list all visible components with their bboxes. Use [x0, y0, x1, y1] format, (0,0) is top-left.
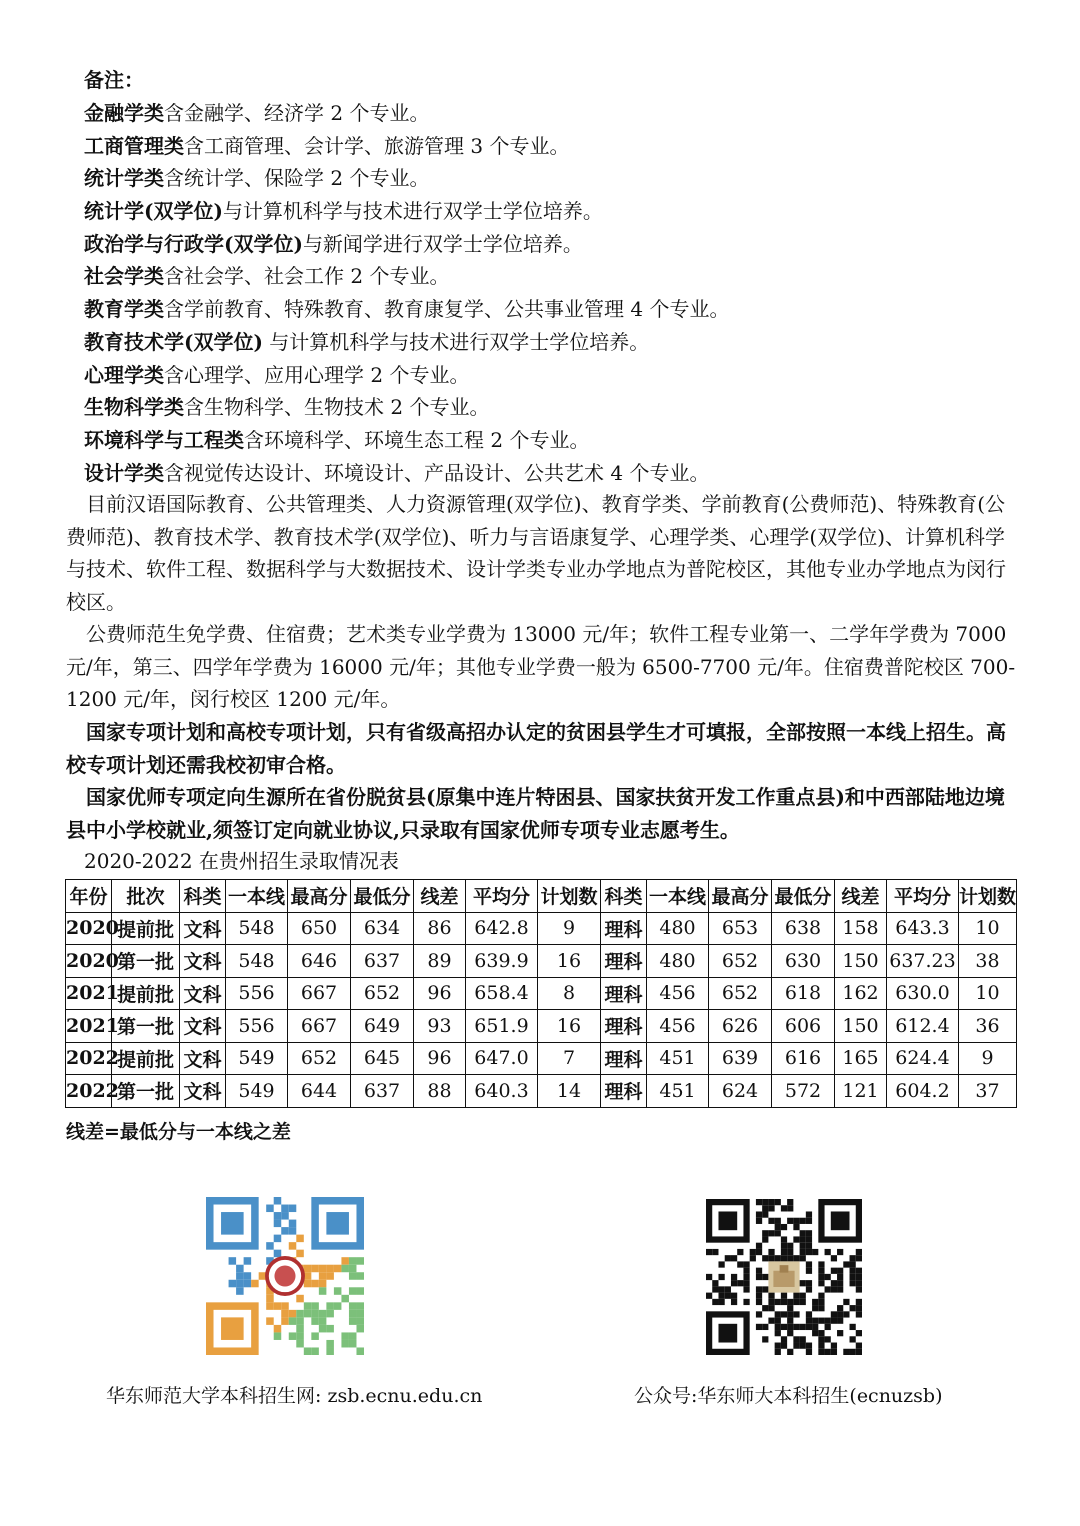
table-cell: 提前批	[112, 912, 180, 945]
table-cell: 121	[835, 1075, 887, 1108]
note-description: 含视觉传达设计、环境设计、产品设计、公共艺术 4 个专业。	[164, 460, 710, 485]
qr-code-colored-icon	[206, 1197, 364, 1355]
table-cell: 667	[288, 977, 351, 1010]
table-cell: 643.3	[887, 912, 959, 945]
table-header-cell: 科类	[180, 880, 226, 913]
table-row	[66, 1075, 1017, 1108]
table-cell: 604.2	[887, 1075, 959, 1108]
table-header-cell: 最高分	[288, 880, 351, 913]
note-description: 含金融学、经济学 2 个专业。	[164, 101, 430, 125]
table-cell: 572	[772, 1075, 835, 1108]
table-cell: 637.23	[887, 945, 959, 978]
note-description: 与计算机科学与技术进行双学士学位培养。	[222, 199, 603, 224]
table-cell: 644	[288, 1075, 351, 1108]
table-cell: 第一批	[112, 1010, 180, 1043]
table-row	[66, 945, 1017, 978]
table-cell: 86	[414, 912, 466, 945]
table-cell: 658.4	[466, 977, 538, 1010]
table-cell: 549	[226, 1075, 288, 1108]
wechat-caption: 公众号:华东师大本科招生(ecnuzsb)	[634, 1385, 943, 1407]
note-item	[84, 391, 1024, 424]
table-header-row	[66, 880, 1017, 913]
table-cell: 652	[351, 977, 414, 1010]
table-cell: 2022	[66, 1042, 112, 1075]
table-cell: 2021	[66, 977, 112, 1010]
note-term: 金融学类	[84, 101, 164, 125]
note-term: 心理学类	[84, 362, 164, 387]
table-cell: 637	[351, 1075, 414, 1108]
table-cell: 650	[288, 912, 351, 945]
note-term: 教育技术学(双学位)	[84, 329, 263, 354]
table-cell: 649	[351, 1010, 414, 1043]
table-row	[66, 912, 1017, 945]
table-cell: 639	[709, 1042, 772, 1075]
table-cell: 642.8	[466, 912, 538, 945]
table-cell: 652	[709, 945, 772, 978]
table-cell: 162	[835, 977, 887, 1010]
qr-code-black-icon	[706, 1199, 862, 1355]
note-term: 工商管理类	[84, 133, 184, 158]
table-cell: 548	[226, 945, 288, 978]
note-item	[84, 130, 1024, 163]
table-header-cell: 一本线	[226, 880, 288, 913]
table-cell: 38	[959, 945, 1017, 978]
table-cell: 2021	[66, 1010, 112, 1043]
table-cell: 646	[288, 945, 351, 978]
note-item	[84, 195, 1024, 228]
table-cell: 理科	[601, 977, 647, 1010]
table-cell: 640.3	[466, 1075, 538, 1108]
table-cell: 10	[959, 912, 1017, 945]
note-description: 含环境科学、环境生态工程 2 个专业。	[244, 427, 590, 452]
table-cell: 626	[709, 1010, 772, 1043]
table-header-cell: 线差	[835, 880, 887, 913]
table-cell: 89	[414, 945, 466, 978]
table-cell: 96	[414, 977, 466, 1010]
table-cell: 158	[835, 912, 887, 945]
note-item	[84, 359, 1024, 392]
table-cell: 616	[772, 1042, 835, 1075]
table-cell: 9	[538, 912, 601, 945]
table-header-cell: 最高分	[709, 880, 772, 913]
table-cell: 618	[772, 977, 835, 1010]
note-term: 社会学类	[84, 264, 164, 289]
table-cell: 16	[538, 1010, 601, 1043]
table-cell: 451	[647, 1042, 709, 1075]
note-description: 含工商管理、会计学、旅游管理 3 个专业。	[184, 133, 570, 158]
notes-title: 备注：	[84, 68, 144, 92]
table-cell: 理科	[601, 912, 647, 945]
table-cell: 第一批	[112, 1075, 180, 1108]
table-cell: 634	[351, 912, 414, 945]
table-cell: 文科	[180, 977, 226, 1010]
table-cell: 9	[959, 1042, 1017, 1075]
table-cell: 647.0	[466, 1042, 538, 1075]
table-cell: 16	[538, 945, 601, 978]
table-caption: 2020-2022 在贵州招生录取情况表	[84, 849, 399, 873]
note-item	[84, 326, 1024, 359]
note-term: 环境科学与工程类	[84, 427, 244, 452]
table-cell: 8	[538, 977, 601, 1010]
notes-section	[84, 64, 1024, 489]
table-cell: 理科	[601, 1010, 647, 1043]
note-item	[84, 97, 1024, 130]
note-term: 设计学类	[84, 460, 164, 485]
table-header-cell: 平均分	[887, 880, 959, 913]
note-term: 统计学(双学位)	[84, 199, 223, 224]
table-cell: 548	[226, 912, 288, 945]
table-cell: 652	[709, 977, 772, 1010]
table-cell: 456	[647, 977, 709, 1010]
note-term: 教育学类	[84, 297, 164, 322]
note-description: 与新闻学进行双学士学位培养。	[302, 231, 583, 256]
table-header-cell: 最低分	[772, 880, 835, 913]
table-header-cell: 最低分	[351, 880, 414, 913]
note-item	[84, 424, 1024, 457]
table-cell: 165	[835, 1042, 887, 1075]
table-cell: 36	[959, 1010, 1017, 1043]
table-row	[66, 1010, 1017, 1043]
table-cell: 理科	[601, 1042, 647, 1075]
fees-paragraph: 公费师范生免学费、住宿费；艺术类专业学费为 13000 元/年；软件工程专业第一、二学年学费为 7000 元/年，第三、四学年学费为 16000 元/年；其他专业学费一般为 6500-7700 元/年。住宿费普陀校区 700-1200 元/年，闵行校区 1200 元/年。	[66, 622, 1016, 711]
table-header-cell: 年份	[66, 880, 112, 913]
table-cell: 理科	[601, 1075, 647, 1108]
table-cell: 480	[647, 945, 709, 978]
table-cell: 2020	[66, 945, 112, 978]
table-cell: 549	[226, 1042, 288, 1075]
table-cell: 文科	[180, 1010, 226, 1043]
note-item	[84, 260, 1024, 293]
table-header-cell: 一本线	[647, 880, 709, 913]
note-item	[84, 228, 1024, 261]
admission-table	[65, 879, 1017, 1108]
table-header-cell: 批次	[112, 880, 180, 913]
table-cell: 556	[226, 1010, 288, 1043]
note-term: 政治学与行政学(双学位)	[84, 231, 303, 256]
table-cell: 96	[414, 1042, 466, 1075]
notes-list	[84, 97, 1024, 489]
table-cell: 37	[959, 1075, 1017, 1108]
table-header-cell: 科类	[601, 880, 647, 913]
table-cell: 630.0	[887, 977, 959, 1010]
note-description: 含生物科学、生物技术 2 个专业。	[184, 395, 490, 420]
table-header-cell: 平均分	[466, 880, 538, 913]
table-cell: 624.4	[887, 1042, 959, 1075]
table-cell: 653	[709, 912, 772, 945]
table-cell: 556	[226, 977, 288, 1010]
table-cell: 文科	[180, 1075, 226, 1108]
table-cell: 文科	[180, 912, 226, 945]
table-cell: 文科	[180, 1042, 226, 1075]
note-description: 含学前教育、特殊教育、教育康复学、公共事业管理 4 个专业。	[164, 297, 730, 322]
table-cell: 456	[647, 1010, 709, 1043]
table-cell: 7	[538, 1042, 601, 1075]
table-header-cell: 线差	[414, 880, 466, 913]
campus-paragraph: 目前汉语国际教育、公共管理类、人力资源管理(双学位)、教育学类、学前教育(公费师范)、特殊教育(公费师范)、教育技术学、教育技术学(双学位)、听力与言语康复学、心理学类、心理学(双学位)、计算机科学与技术、软件工程、数据科学与大数据技术、设计学类专业办学地点为普陀校区，其他专业办学地点为闵行校区。	[66, 492, 1006, 614]
note-item	[84, 293, 1024, 326]
note-item	[84, 457, 1024, 490]
table-cell: 提前批	[112, 977, 180, 1010]
note-description: 含统计学、保险学 2 个专业。	[164, 166, 430, 191]
special-plan-paragraph: 国家专项计划和高校专项计划，只有省级高招办认定的贫困县学生才可填报，全部按照一本线上招生。高校专项计划还需我校初审合格。	[66, 720, 1006, 777]
excellent-teacher-paragraph: 国家优师专项定向生源所在省份脱贫县(原集中连片特困县、国家扶贫开发工作重点县)和中西部陆地边境县中小学校就业,须签订定向就业协议,只录取有国家优师专项专业志愿考生。	[66, 785, 1005, 842]
table-row	[66, 977, 1017, 1010]
table-cell: 624	[709, 1075, 772, 1108]
table-cell: 645	[351, 1042, 414, 1075]
table-cell: 第一批	[112, 945, 180, 978]
website-caption: 华东师范大学本科招生网: zsb.ecnu.edu.cn	[106, 1385, 483, 1407]
table-cell: 639.9	[466, 945, 538, 978]
table-cell: 150	[835, 1010, 887, 1043]
note-item	[84, 162, 1024, 195]
table-cell: 2022	[66, 1075, 112, 1108]
table-cell: 637	[351, 945, 414, 978]
table-cell: 652	[288, 1042, 351, 1075]
table-cell: 638	[772, 912, 835, 945]
table-header-cell: 计划数	[959, 880, 1017, 913]
table-cell: 提前批	[112, 1042, 180, 1075]
table-header-cell: 计划数	[538, 880, 601, 913]
note-description: 含社会学、社会工作 2 个专业。	[164, 264, 450, 289]
note-description: 与计算机科学与技术进行双学士学位培养。	[262, 329, 650, 354]
table-cell: 606	[772, 1010, 835, 1043]
table-cell: 150	[835, 945, 887, 978]
table-cell: 480	[647, 912, 709, 945]
table-cell: 10	[959, 977, 1017, 1010]
table-cell: 88	[414, 1075, 466, 1108]
note-term: 统计学类	[84, 166, 164, 191]
note-term: 生物科学类	[84, 395, 184, 420]
table-cell: 2020	[66, 912, 112, 945]
table-cell: 93	[414, 1010, 466, 1043]
table-row	[66, 1042, 1017, 1075]
note-description: 含心理学、应用心理学 2 个专业。	[164, 362, 470, 387]
table-cell: 651.9	[466, 1010, 538, 1043]
table-cell: 文科	[180, 945, 226, 978]
table-cell: 630	[772, 945, 835, 978]
table-cell: 451	[647, 1075, 709, 1108]
table-cell: 667	[288, 1010, 351, 1043]
table-footnote: 线差=最低分与一本线之差	[66, 1121, 291, 1143]
table-cell: 理科	[601, 945, 647, 978]
table-cell: 612.4	[887, 1010, 959, 1043]
table-cell: 14	[538, 1075, 601, 1108]
table-body	[66, 912, 1017, 1107]
